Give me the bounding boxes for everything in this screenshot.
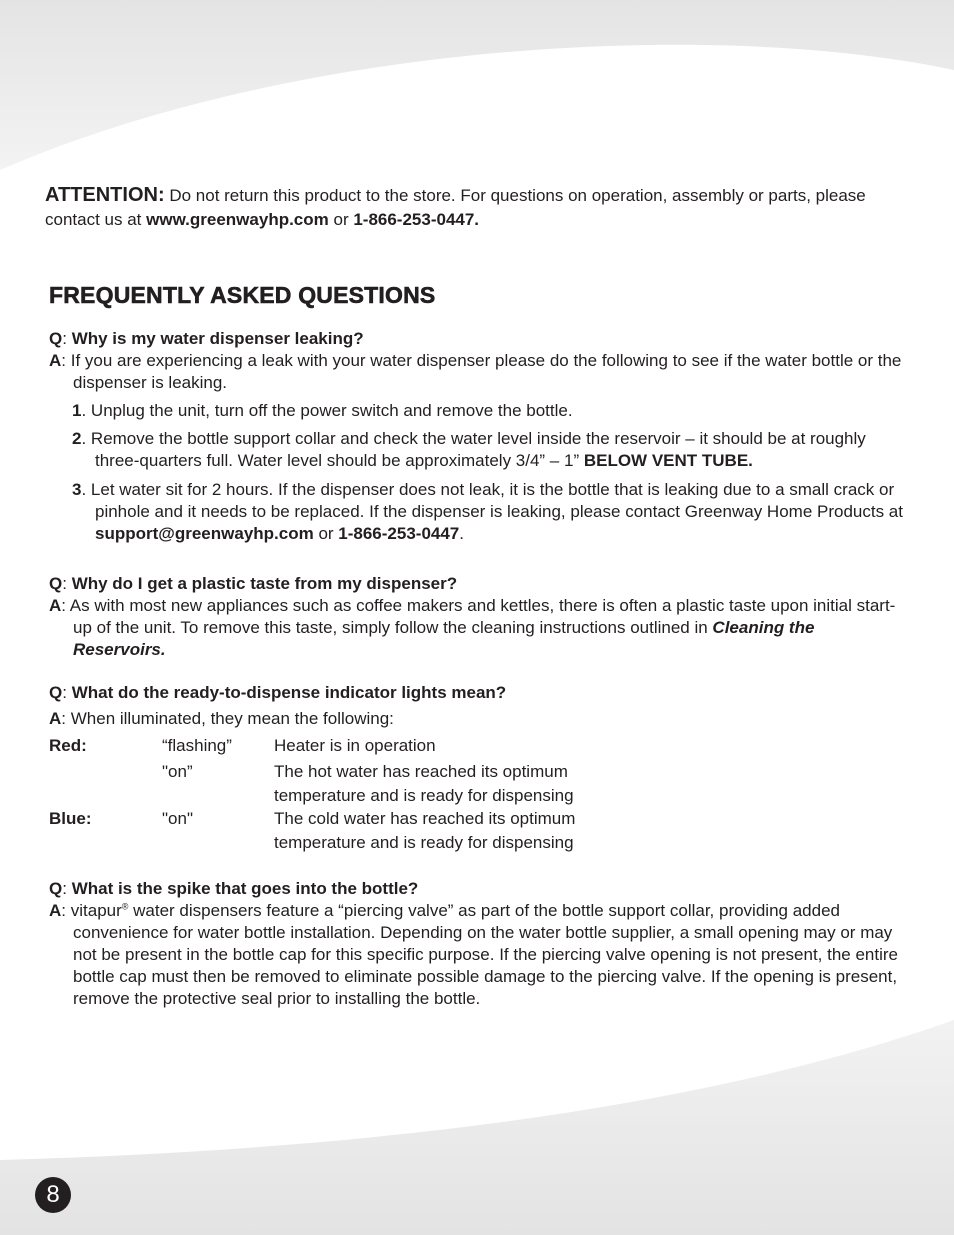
question-text: Why do I get a plastic taste from my dispenser? <box>71 574 458 593</box>
step-number: 3 <box>72 480 82 499</box>
q-label: Q <box>49 329 63 348</box>
answer-text: water dispensers feature a “piercing valve” as part of the bottle support collar, providing added convenience for water bottle installation. Depending on the water bottle supplier, a small opening may or may not be present in the bottle cap for this specific purpose. If the piercing valve opening is not present, the entire bottle cap must then be removed to eliminate possible damage to the piercing valve. If the opening is present, remove the protective seal prior to installing the bottle. <box>73 901 898 1008</box>
attention-notice <box>45 183 905 232</box>
answer-text: When illuminated, they mean the following: <box>70 709 394 728</box>
faq-answer-2 <box>49 595 907 661</box>
indicator-color: Red: <box>49 736 87 755</box>
attention-or: or <box>328 210 354 229</box>
faq-title: FREQUENTLY ASKED QUESTIONS <box>49 282 436 308</box>
indicator-state: "on” <box>162 762 193 781</box>
brand-name: vitapur <box>70 901 122 920</box>
colon: : <box>61 351 71 370</box>
step-end: . <box>459 524 464 543</box>
cleaning-reference: Cleaning the Reservoirs. <box>73 618 815 659</box>
step-number: 2 <box>72 429 82 448</box>
colon: : <box>62 329 72 348</box>
q-label: Q <box>49 683 63 702</box>
step-3 <box>72 479 907 545</box>
indicator-color: Blue: <box>49 809 92 828</box>
answer-text: As with most new appliances such as coffee makers and kettles, there is often a plastic taste upon initial start-up of the unit. To remove this taste, simply follow the cleaning instructions outlined in <box>69 596 896 637</box>
a-label: A <box>49 351 62 370</box>
a-label: A <box>49 901 62 920</box>
step-number: 1 <box>72 401 82 420</box>
faq-question-2 <box>49 573 457 595</box>
indicator-state: “flashing” <box>162 736 232 755</box>
website-link[interactable]: www.greenwayhp.com <box>146 210 329 229</box>
attention-text: Do not return this product to the store. For questions on operation, assembly or parts, please contact us at <box>45 186 866 229</box>
indicator-meaning: The hot water has reached its optimum temperature and is ready for dispensing <box>274 762 574 805</box>
question-text: What is the spike that goes into the bottle? <box>71 879 419 898</box>
answer-text: If you are experiencing a leak with your water dispenser please do the following to see if the water bottle or the dispenser is leaking. <box>70 351 902 392</box>
colon: : <box>62 574 72 593</box>
support-email-link[interactable]: support@greenwayhp.com <box>95 524 314 543</box>
colon: : <box>62 879 72 898</box>
faq-question-1 <box>49 328 364 350</box>
colon: : <box>61 709 71 728</box>
indicator-meaning: The cold water has reached its optimum temperature and is ready for dispensing <box>274 809 576 852</box>
faq-question-3 <box>49 682 506 704</box>
q-label: Q <box>49 574 63 593</box>
colon: : <box>61 901 71 920</box>
colon: : <box>62 683 72 702</box>
a-label: A <box>49 596 62 615</box>
question-text: Why is my water dispenser leaking? <box>71 329 364 348</box>
step-or: or <box>313 524 339 543</box>
attention-label: ATTENTION: <box>45 184 165 206</box>
colon: : <box>61 596 70 615</box>
step-text: . Remove the bottle support collar and check the water level inside the reservoir – it should be at roughly three-quarters full. Water level should be approximately 3/4” – 1” <box>81 429 866 470</box>
faq-answer-4 <box>49 900 907 1010</box>
q-label: Q <box>49 879 63 898</box>
registered-mark: ® <box>121 901 129 912</box>
step-text: . Unplug the unit, turn off the power switch and remove the bottle. <box>81 401 573 420</box>
indicator-state: "on" <box>162 809 193 828</box>
question-text: What do the ready-to-dispense indicator lights mean? <box>71 683 507 702</box>
step-text: . Let water sit for 2 hours. If the dispenser does not leak, it is the bottle that is leaking due to a small crack or pinhole and it needs to be replaced. If the dispenser is leaking, please contact Greenway Home Products at <box>81 480 903 521</box>
faq-answer-1 <box>49 350 907 394</box>
faq-answer-3 <box>49 708 907 730</box>
step-emphasis: BELOW VENT TUBE. <box>583 451 753 470</box>
phone-number: 1-866-253-0447. <box>353 210 480 229</box>
indicator-meaning: Heater is in operation <box>274 736 436 755</box>
step-2 <box>72 428 907 472</box>
a-label: A <box>49 709 62 728</box>
step-1 <box>72 400 907 422</box>
faq-question-4 <box>49 878 418 900</box>
support-phone: 1-866-253-0447 <box>338 524 460 543</box>
page-number-badge: 8 <box>35 1177 71 1213</box>
